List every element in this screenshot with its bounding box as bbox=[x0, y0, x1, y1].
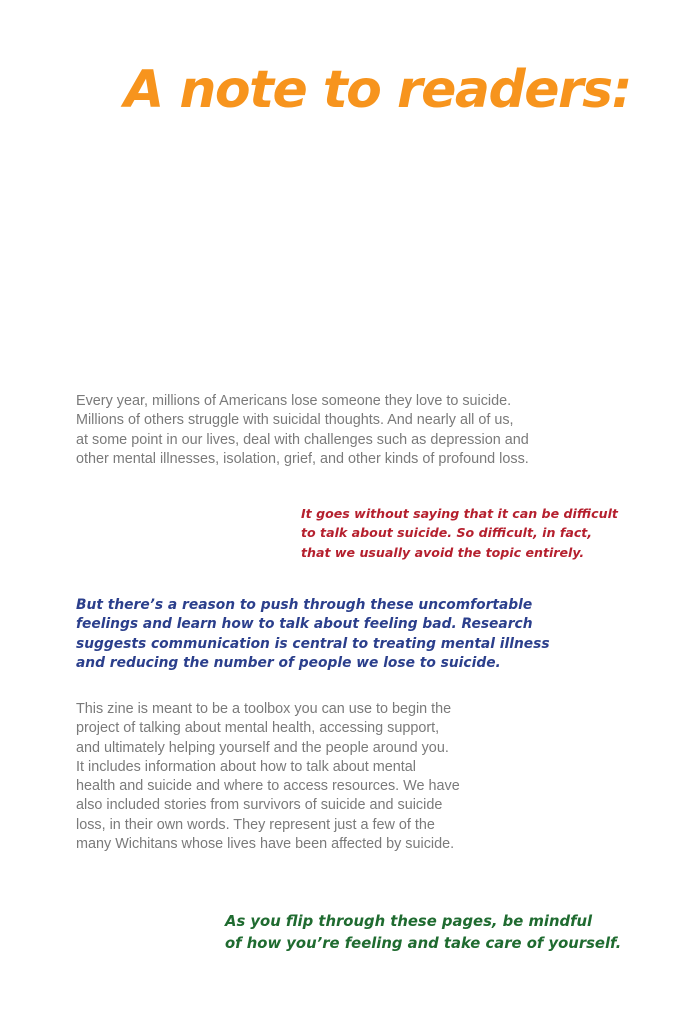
body-paragraph: This zine is meant to be a toolbox you can use to begin the project of talking about mental health, accessing support, and ultimately helping yourself and the people around you. It includes information about how to talk about mental health and suicide and where to access resources. We have also included stories from survivors of suicide and suicide loss, in their own words. They represent just a few of the many Wichitans whose lives have been affected by suicide. bbox=[76, 701, 460, 853]
page-title: A note to readers: bbox=[124, 60, 631, 120]
red-callout: It goes without saying that it can be difficult to talk about suicide. So difficult, in fact, that we usually avoid the topic entirely. bbox=[301, 506, 618, 560]
blue-callout: But there’s a reason to push through these uncomfortable feelings and learn how to talk about feeling bad. Research suggests communication is central to treating mental illness and reducing the number of people we lose to suicide. bbox=[76, 597, 550, 671]
intro-paragraph: Every year, millions of Americans lose someone they love to suicide. Millions of others struggle with suicidal thoughts. And nearly all of us, at some point in our lives, deal with challenges such as depression and other mental illnesses, isolation, grief, and other kinds of profound loss. bbox=[76, 393, 529, 467]
green-callout: As you flip through these pages, be mindful of how you’re feeling and take care of yourself. bbox=[225, 913, 622, 952]
